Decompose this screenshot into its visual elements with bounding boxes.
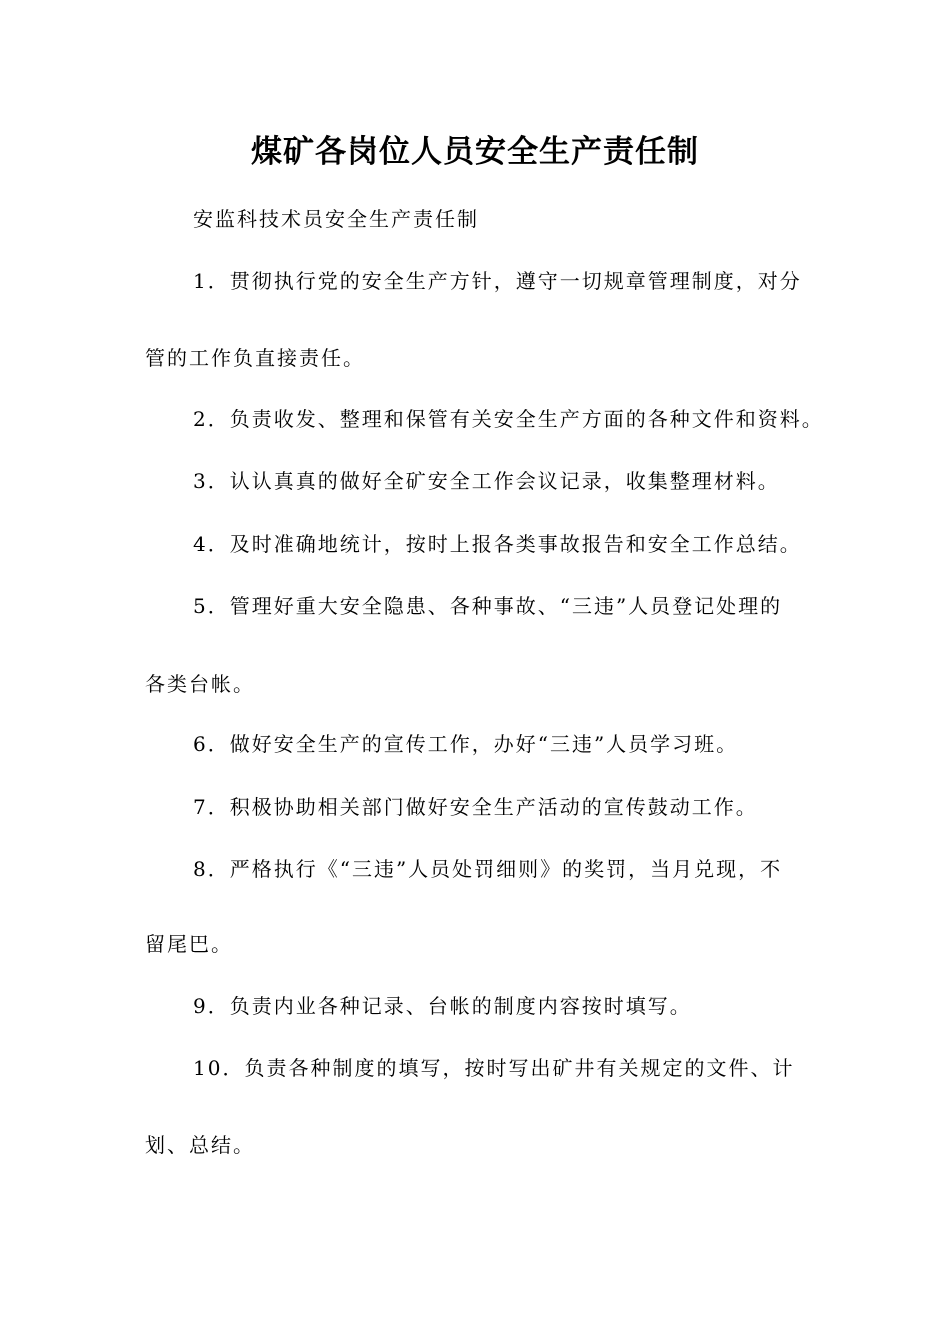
item-6: 6．做好安全生产的宣传工作，办好“三违”人员学习班。 <box>193 732 739 756</box>
item-5-line-2: 各类台帐。 <box>145 672 255 696</box>
item-3: 3．认认真真的做好全矿安全工作会议记录，收集整理材料。 <box>193 469 780 493</box>
item-8-line-2: 留尾巴。 <box>145 932 233 956</box>
item-8-line-1: 8．严格执行《“三违”人员处罚细则》的奖罚，当月兑现，不 <box>193 857 783 881</box>
item-10-line-2: 划、总结。 <box>145 1133 255 1157</box>
item-9: 9．负责内业各种记录、台帐的制度内容按时填写。 <box>193 994 692 1018</box>
item-5-line-1: 5．管理好重大安全隐患、各种事故、“三违”人员登记处理的 <box>193 594 783 618</box>
page-title: 煤矿各岗位人员安全生产责任制 <box>251 134 699 170</box>
item-4: 4．及时准确地统计，按时上报各类事故报告和安全工作总结。 <box>193 532 802 556</box>
item-7: 7．积极协助相关部门做好安全生产活动的宣传鼓动工作。 <box>193 795 758 819</box>
item-1-line-1: 1．贯彻执行党的安全生产方针，遵守一切规章管理制度，对分 <box>193 269 802 293</box>
section-subtitle: 安监科技术员安全生产责任制 <box>193 207 479 231</box>
item-1-line-2: 管的工作负直接责任。 <box>145 346 365 370</box>
item-10-line-1: 10．负责各种制度的填写，按时写出矿井有关规定的文件、计 <box>193 1056 795 1080</box>
item-2: 2．负责收发、整理和保管有关安全生产方面的各种文件和资料。 <box>193 407 824 431</box>
